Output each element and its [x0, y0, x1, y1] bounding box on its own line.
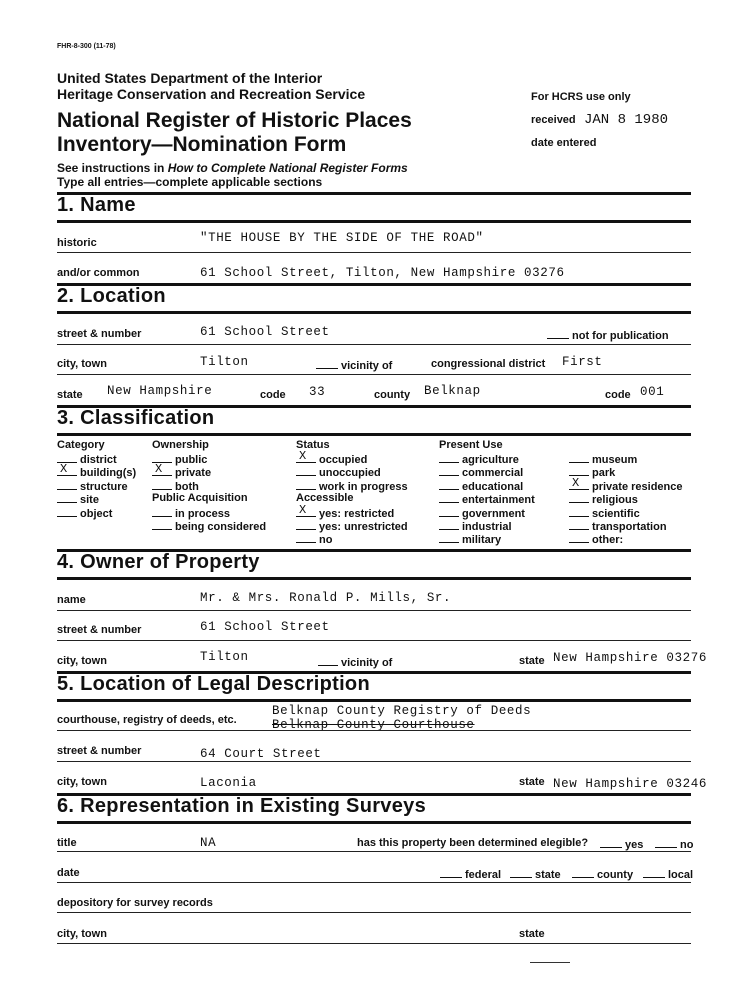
use-transportation[interactable]: transportation — [569, 519, 667, 533]
owner-name-rule — [57, 610, 691, 611]
survey-state-label: state — [519, 928, 545, 940]
section4-title: 4. Owner of Property — [57, 551, 260, 573]
category-object[interactable]: object — [57, 506, 112, 520]
use-educational[interactable]: educational — [439, 479, 523, 493]
category-site[interactable]: site — [57, 492, 99, 506]
section5-bottom-rule — [57, 699, 691, 702]
state-value: New Hampshire — [107, 384, 213, 398]
owner-city-label: city, town — [57, 655, 107, 667]
accessible-no[interactable]: no — [296, 532, 332, 546]
received-value: JAN 8 1980 — [584, 112, 669, 128]
county-label: county — [374, 389, 411, 401]
owner-state-label: state — [519, 655, 545, 667]
hcrs-heading: For HCRS use only — [531, 91, 631, 103]
city-rule — [57, 374, 691, 375]
use-religious[interactable]: religious — [569, 492, 638, 506]
status-work-in-progress[interactable]: work in progress — [296, 479, 408, 493]
section6-bottom-rule — [57, 821, 691, 824]
legal-city-value: Laconia — [200, 776, 257, 790]
not-for-publication — [547, 328, 669, 342]
ownership-both[interactable]: both — [152, 479, 199, 493]
section3-title: 3. Classification — [57, 407, 215, 429]
received-label: received — [531, 114, 576, 126]
eligible-yes[interactable]: yes — [600, 837, 643, 851]
acquisition-in-process[interactable]: in process — [152, 506, 230, 520]
legal-state-label: state — [519, 776, 545, 788]
survey-city-label: city, town — [57, 928, 107, 940]
instructions-line2: Type all entries—complete applicable sections — [57, 175, 323, 189]
code-label: code — [260, 389, 286, 401]
accessible-yes-unrestricted[interactable]: yes: unrestricted — [296, 519, 408, 533]
state-label: state — [57, 389, 83, 401]
owner-name-value: Mr. & Mrs. Ronald P. Mills, Sr. — [200, 591, 452, 605]
use-military[interactable]: military — [439, 532, 501, 546]
courthouse-rule — [57, 730, 691, 731]
owner-vicinity-blank[interactable] — [318, 655, 338, 666]
section1-bottom-rule — [57, 220, 691, 223]
instructions-italic: How to Complete National Register Forms — [167, 161, 408, 175]
depository-label: depository for survey records — [57, 897, 213, 909]
street-rule — [57, 344, 691, 345]
acquisition-being-considered[interactable]: being considered — [152, 519, 266, 533]
ownership-heading: Ownership — [152, 439, 209, 451]
section2-title: 2. Location — [57, 285, 166, 307]
city-value: Tilton — [200, 355, 249, 369]
code-value: 33 — [309, 385, 326, 399]
survey-federal[interactable]: federal — [440, 867, 501, 881]
legal-street-label: street & number — [57, 745, 142, 757]
congress-label: congressional district — [431, 358, 546, 370]
section6-title: 6. Representation in Existing Surveys — [57, 795, 426, 817]
agency-line1: United States Department of the Interior — [57, 70, 323, 86]
street-label: street & number — [57, 328, 142, 340]
category-buildings[interactable]: X building(s) — [57, 465, 136, 479]
footer-mark — [530, 962, 570, 963]
street-value: 61 School Street — [200, 325, 330, 339]
owner-name-label: name — [57, 594, 86, 606]
survey-local[interactable]: local — [643, 867, 693, 881]
accessible-heading: Accessible — [296, 492, 354, 504]
owner-city-value: Tilton — [200, 650, 249, 664]
city-label: city, town — [57, 358, 107, 370]
use-park[interactable]: park — [569, 465, 615, 479]
use-other[interactable]: other: — [569, 532, 623, 546]
section3-bottom-rule — [57, 433, 691, 436]
form-id: FHR-8-300 (11-78) — [57, 43, 116, 50]
agency-line2: Heritage Conservation and Recreation Service — [57, 86, 366, 102]
use-commercial[interactable]: commercial — [439, 465, 523, 479]
vicinity-label: vicinity of — [341, 360, 393, 372]
use-private-residence[interactable]: X private residence — [569, 479, 683, 493]
courthouse-value2: Belknap County Courthouse — [272, 718, 475, 732]
survey-title-label: title — [57, 837, 77, 849]
section2-bottom-rule — [57, 311, 691, 314]
ownership-private[interactable]: X private — [152, 465, 211, 479]
eligible-question: has this property been determined elegible? — [357, 837, 589, 849]
owner-vicinity — [318, 655, 392, 669]
status-occupied[interactable]: X occupied — [296, 452, 367, 466]
use-agriculture[interactable]: agriculture — [439, 452, 519, 466]
code2-label: code — [605, 389, 631, 401]
vicinity-blank[interactable] — [316, 358, 338, 369]
use-industrial[interactable]: industrial — [439, 519, 512, 533]
not-for-publication-blank[interactable] — [547, 328, 569, 339]
survey-title-rule — [57, 851, 691, 852]
form-title-line1: National Register of Historic Places — [57, 109, 412, 132]
courthouse-value1: Belknap County Registry of Deeds — [272, 704, 532, 718]
section5-title: 5. Location of Legal Description — [57, 673, 370, 695]
category-heading: Category — [57, 439, 105, 451]
status-unoccupied[interactable]: unoccupied — [296, 465, 381, 479]
use-government[interactable]: government — [439, 506, 525, 520]
legal-city-label: city, town — [57, 776, 107, 788]
category-structure[interactable]: structure — [57, 479, 128, 493]
use-museum[interactable]: museum — [569, 452, 637, 466]
owner-street-value: 61 School Street — [200, 620, 330, 634]
survey-date-label: date — [57, 867, 80, 879]
historic-value: "THE HOUSE BY THE SIDE OF THE ROAD" — [200, 231, 484, 245]
use-scientific[interactable]: scientific — [569, 506, 640, 520]
county-value: Belknap — [424, 384, 481, 398]
owner-vicinity-label: vicinity of — [341, 657, 393, 669]
not-for-publication-label: not for publication — [572, 330, 669, 342]
eligible-no[interactable]: no — [655, 837, 693, 851]
status-heading: Status — [296, 439, 330, 451]
date-entered-label: date entered — [531, 137, 597, 149]
category-district[interactable]: district — [57, 452, 117, 466]
owner-street-label: street & number — [57, 624, 142, 636]
section1-top-rule — [57, 192, 691, 195]
use-entertainment[interactable]: entertainment — [439, 492, 535, 506]
legal-street-value: 64 Court Street — [200, 747, 322, 761]
legal-state-value: New Hampshire 03246 — [553, 777, 707, 791]
accessible-yes-restricted[interactable]: X yes: restricted — [296, 506, 394, 520]
survey-city-rule — [57, 943, 691, 944]
survey-date-rule — [57, 882, 691, 883]
historic-rule — [57, 252, 691, 253]
section1-title: 1. Name — [57, 194, 136, 216]
common-label: and/or common — [57, 267, 140, 279]
form-title-line2: Inventory—Nomination Form — [57, 133, 347, 156]
survey-county[interactable]: county — [572, 867, 633, 881]
courthouse-label: courthouse, registry of deeds, etc. — [57, 714, 237, 726]
ownership-public[interactable]: public — [152, 452, 207, 466]
legal-street-rule — [57, 761, 691, 762]
congress-value: First — [562, 355, 603, 369]
survey-state[interactable]: state — [510, 867, 561, 881]
common-value: 61 School Street, Tilton, New Hampshire 03276 — [200, 266, 565, 280]
owner-street-rule — [57, 640, 691, 641]
present-use-heading: Present Use — [439, 439, 503, 451]
owner-state-value: New Hampshire 03276 — [553, 651, 707, 665]
instructions-line1 — [57, 161, 408, 175]
instructions-prefix: See instructions in — [57, 161, 168, 175]
historic-label: historic — [57, 237, 97, 249]
depository-rule — [57, 912, 691, 913]
section4-bottom-rule — [57, 577, 691, 580]
code2-value: 001 — [640, 385, 665, 399]
acquisition-heading: Public Acquisition — [152, 492, 248, 504]
survey-title-value: NA — [200, 836, 217, 850]
vicinity-of — [316, 358, 392, 372]
